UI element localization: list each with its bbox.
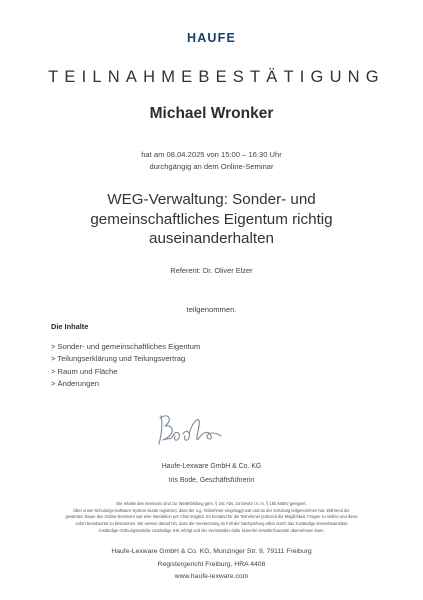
contents-list	[51, 341, 200, 391]
seminar-title-line: WEG-Verwaltung: Sonder- und	[107, 191, 316, 208]
mode-line: durchgängig an dem Online-Seminar	[149, 162, 274, 171]
haufe-logo: HAUFE	[186, 31, 237, 45]
signer-name: Iris Bode, Geschäftsführerin	[168, 477, 255, 484]
list-item: > Sonder- und gemeinschaftliches Eigentum	[51, 342, 201, 351]
participant-name: Michael Wronker	[149, 105, 274, 122]
referent-line: Referent: Dr. Oliver Elzer	[170, 266, 253, 275]
seminar-title-line: auseinanderhalten	[149, 230, 274, 247]
company-name: Haufe-Lexware GmbH & Co. KG	[161, 463, 262, 470]
fineprint-line: zuständige Ordnungsamt/die zuständige IHK erfolgt und der Veranstalter dafür keinerlei Gewähr/Garantie übernehmen kann.	[98, 527, 325, 533]
date-line: hat am 08.04.2025 von 15:00 – 16:30 Uhr	[141, 150, 282, 159]
handwritten-signature	[151, 410, 241, 450]
fineprint-line: Über unser Schulungs-Software-System wurde registriert, dass der o.g. Teilnehmer eingeloggt war und an der Schulung teilgenommen hat. Während der	[73, 507, 350, 513]
footer-register: Registergericht Freiburg, HRA 4408	[157, 561, 266, 568]
document-title: TEILNAHMEBESTÄTIGUNG	[48, 68, 385, 86]
contents-heading: Die Inhalte	[51, 322, 89, 331]
fineprint-line: gesamten Dauer des Online-Seminars war eine Interaktion per Chat möglich. Es bestand für die Teilnehmer jederzeit die Möglichkeit, Fragen zu stellen und diese	[65, 514, 358, 520]
footer-website-link[interactable]: www.haufe-lexware.com	[174, 573, 249, 580]
seminar-title	[0, 190, 423, 249]
list-item: > Raum und Fläche	[51, 366, 118, 376]
list-item: > Teilungserklärung und Teilungsvertrag	[51, 354, 186, 364]
list-item: > Änderungen	[51, 379, 99, 389]
footer-address: Haufe-Lexware GmbH & Co. KG, Munzinger Str. 9, 79111 Freiburg	[111, 548, 312, 555]
participated-line: teilgenommen.	[186, 305, 237, 314]
fineprint-line: sofort beantwortet zu bekommen. Wir weisen darauf hin, dass die Anerkennung im Fall der Nachprüfung allein durch das zuständige Gewerbeamt/das	[75, 521, 348, 527]
fineprint-block	[0, 501, 423, 535]
seminar-title-line: gemeinschaftliches Eigentum richtig	[90, 210, 333, 228]
fineprint-line: Die Inhalte des Seminars sind zur Weiterbildung gem. § 34c Abs. 2a GewO i.V. m. § 15b MaBV geeignet.	[116, 501, 307, 506]
